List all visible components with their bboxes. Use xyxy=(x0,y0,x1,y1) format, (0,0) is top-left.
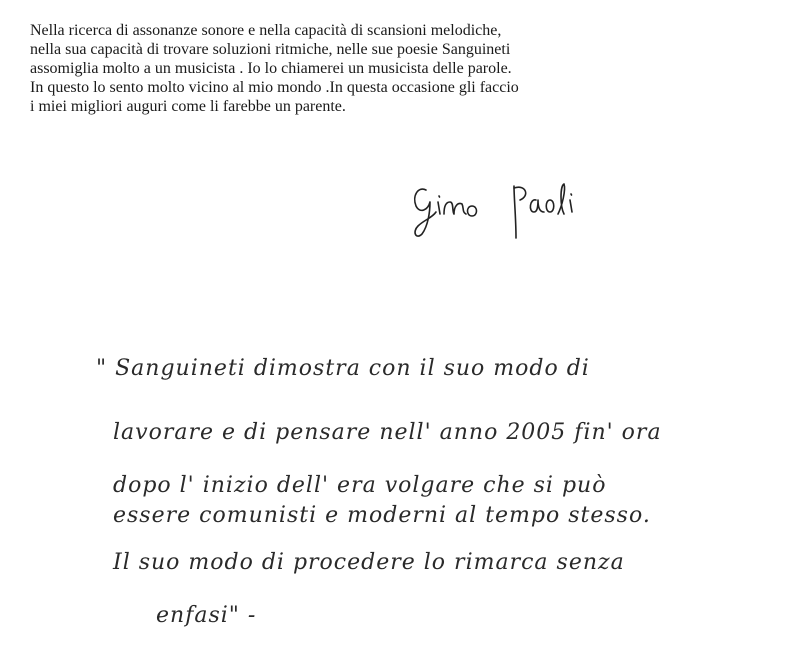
handwritten-line: " Sanguineti dimostra con il suo modo di xyxy=(96,356,590,381)
typed-line: In questo lo sento molto vicino al mio mondo .In questa occasione gli faccio xyxy=(30,79,519,96)
handwritten-line: Il suo modo di procedere lo rimarca senza xyxy=(113,550,625,575)
handwritten-line: enfasi" - xyxy=(156,603,257,628)
typed-line: nella sua capacità di trovare soluzioni ritmiche, nelle sue poesie Sanguineti xyxy=(30,41,511,58)
typed-line: assomiglia molto a un musicista . Io lo chiamerei un musicista delle parole. xyxy=(30,60,512,77)
typed-line: Nella ricerca di assonanze sonore e nella capacità di scansioni melodiche, xyxy=(30,22,502,39)
handwritten-line: essere comunisti e moderni al tempo stesso. xyxy=(113,503,651,528)
typed-line: i miei migliori auguri come li farebbe un parente. xyxy=(30,98,346,115)
handwritten-line: lavorare e di pensare nell' anno 2005 fin' ora xyxy=(113,420,662,445)
handwritten-line: dopo l' inizio dell' era volgare che si può xyxy=(113,473,607,498)
